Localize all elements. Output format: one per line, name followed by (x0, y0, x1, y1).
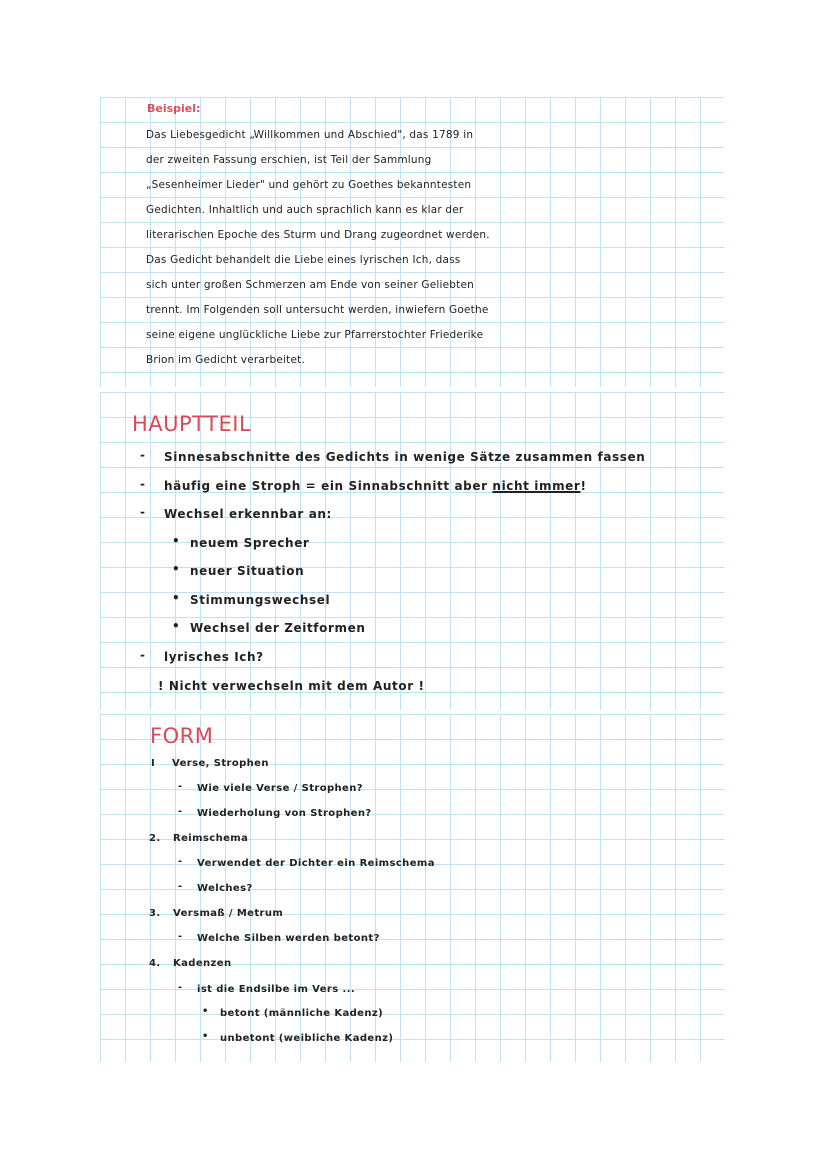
form-point: ist die Endsilbe im Vers ... (197, 984, 356, 995)
beispiel-line: literarischen Epoche des Sturm und Drang zugeordnet werden. (146, 229, 490, 241)
dash-marker: - (178, 806, 183, 817)
beispiel-line: trennt. Im Folgenden soll untersucht werden, inwiefern Goethe (146, 304, 489, 316)
beispiel-line: Gedichten. Inhaltlich und auch sprachlich kann es klar der (146, 204, 464, 216)
bullet-marker: • (172, 562, 181, 576)
dash-marker: - (178, 856, 183, 867)
hauptteil-sub-item: neuem Sprecher (190, 536, 310, 550)
hauptteil-item (164, 479, 587, 493)
form-section-number: 3. (149, 908, 161, 919)
bullet-marker: • (172, 619, 181, 633)
form-point: Welches? (197, 883, 253, 894)
form-section-number: 2. (149, 833, 161, 844)
exclamation: ! (580, 479, 587, 493)
dash-marker: - (140, 648, 146, 662)
dash-marker: - (140, 477, 146, 491)
dash-marker: - (140, 448, 146, 462)
hauptteil-item: Sinnesabschnitte des Gedichts in wenige Sätze zusammen fassen (164, 450, 646, 464)
beispiel-line: sich unter großen Schmerzen am Ende von seiner Geliebten (146, 279, 474, 291)
form-section-title: Verse, Strophen (172, 758, 269, 769)
hauptteil-heading: HAUPTTEIL (132, 412, 252, 436)
hauptteil-item: lyrisches Ich? (164, 650, 264, 664)
dash-marker: - (178, 931, 183, 942)
hauptteil-item-text: häufig eine Stroph = ein Sinnabschnitt aber (164, 479, 488, 493)
beispiel-line: Brion im Gedicht verarbeitet. (146, 354, 306, 366)
hauptteil-note: ! Nicht verwechseln mit dem Autor ! (158, 679, 425, 693)
form-section-number: 4. (149, 958, 161, 969)
form-heading: FORM (150, 724, 214, 748)
form-point: Wie viele Verse / Strophen? (197, 783, 363, 794)
form-sub-point: unbetont (weibliche Kadenz) (220, 1033, 394, 1044)
hauptteil-item: Wechsel erkennbar an: (164, 507, 332, 521)
beispiel-label: Beispiel: (147, 102, 201, 115)
underlined-emphasis: nicht immer (492, 479, 581, 493)
bullet-marker: • (202, 1031, 209, 1042)
dash-marker: - (140, 505, 146, 519)
hauptteil-sub-item: neuer Situation (190, 564, 305, 578)
dash-marker: - (178, 881, 183, 892)
beispiel-line: seine eigene unglückliche Liebe zur Pfarrerstochter Friederike (146, 329, 484, 341)
form-point: Welche Silben werden betont? (197, 933, 380, 944)
dash-marker: - (178, 781, 183, 792)
dash-marker: - (178, 982, 183, 993)
form-point: Wiederholung von Strophen? (197, 808, 372, 819)
bullet-marker: • (202, 1006, 209, 1017)
form-section-number: I (151, 758, 156, 769)
form-section-title: Kadenzen (173, 958, 232, 969)
hauptteil-sub-item: Wechsel der Zeitformen (190, 621, 366, 635)
bullet-marker: • (172, 591, 181, 605)
form-section-title: Versmaß / Metrum (173, 908, 284, 919)
form-sub-point: betont (männliche Kadenz) (220, 1008, 384, 1019)
beispiel-line: Das Gedicht behandelt die Liebe eines lyrischen Ich, dass (146, 254, 461, 266)
bullet-marker: • (172, 534, 181, 548)
beispiel-line: der zweiten Fassung erschien, ist Teil der Sammlung (146, 154, 432, 166)
hauptteil-sub-item: Stimmungswechsel (190, 593, 331, 607)
beispiel-line: Das Liebesgedicht „Willkommen und Abschied", das 1789 in (146, 129, 474, 141)
form-section-title: Reimschema (173, 833, 249, 844)
form-point: Verwendet der Dichter ein Reimschema (197, 858, 435, 869)
beispiel-line: „Sesenheimer Lieder" und gehört zu Goethes bekanntesten (146, 179, 472, 191)
